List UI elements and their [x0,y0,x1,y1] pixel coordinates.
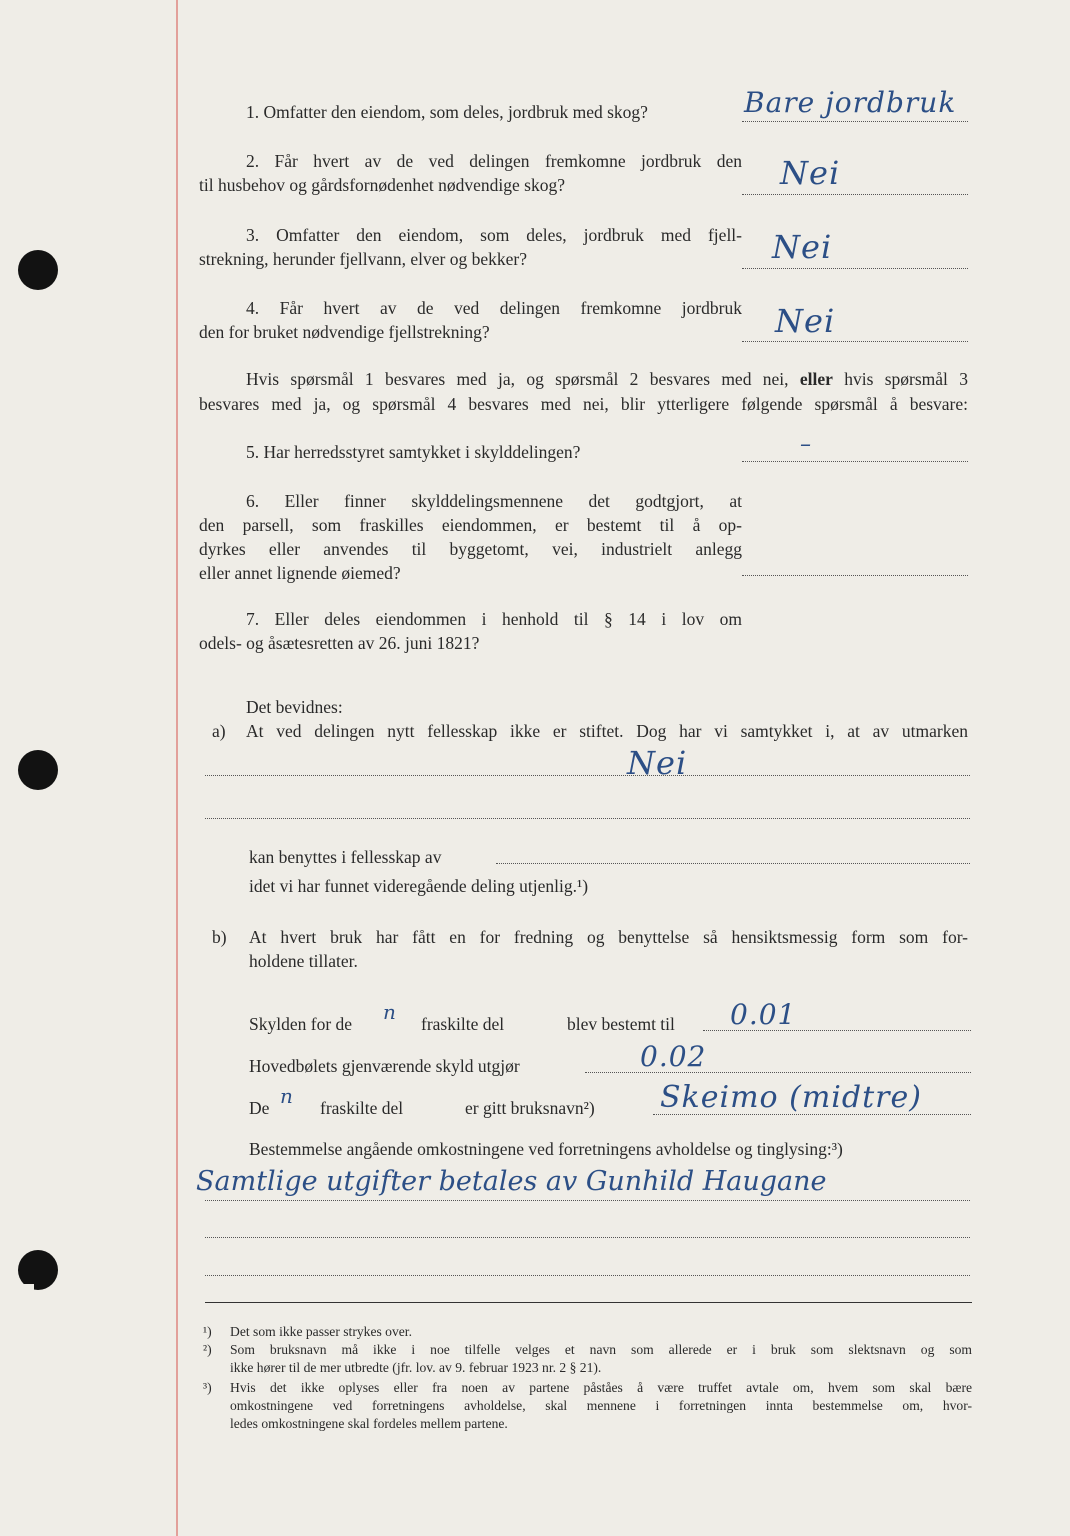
footnote-2-line2: ikke hører til de mer utbredte (jfr. lov. av 9. februar 1923 nr. 2 § 21). [230,1360,602,1375]
skyld-value-handwritten: 0.01 [730,998,797,1031]
answer-line [205,1237,970,1238]
footnote-2-line1: Som bruksnavn må ikke i noe tilfelle velges et navn som allerede er i bruk som slektsnavn og som [230,1342,972,1357]
answer-line [496,863,970,864]
question-6-line1: 6. Eller finner skylddelingsmennene det godtgjort, at [246,491,742,511]
answer-2-handwritten: Nei [780,154,841,192]
item-b-line2: holdene tillater. [249,951,358,971]
question-3-line1: 3. Omfatter den eiendom, som deles, jordbruk med fjell- [246,225,742,245]
footnote-1-mark: ¹) [203,1324,212,1339]
question-1: 1. Omfatter den eiendom, som deles, jordbruk med skog? [246,102,648,122]
answer-line [742,194,968,195]
bestemmelse-answer-handwritten: Samtlige utgifter betales av Gunhild Haugane [196,1166,827,1197]
hovedbol-label: Hovedbølets gjenværende skyld utgjør [249,1056,520,1076]
skyld-handwritten-suffix: n [383,1000,397,1024]
condition-line1: Hvis spørsmål 1 besvares med ja, og spørsmål 2 besvares med nei, eller hvis spørsmål 3 [246,369,968,389]
question-7-line1: 7. Eller deles eiendommen i henhold til § 14 i lov om [246,609,742,629]
punch-hole [18,1250,58,1290]
answer-line [205,818,970,819]
item-b-line1: At hvert bruk har fått en for fredning og benyttelse så hensiktsmessig form som for- [249,927,968,947]
skyld-label-c: blev bestemt til [567,1014,675,1034]
question-4-line1: 4. Får hvert av de ved delingen fremkomne jordbruk [246,298,742,318]
answer-1-handwritten: Bare jordbruk [744,86,957,119]
answer-line [205,775,970,776]
bruksnavn-handwritten-suffix: n [280,1084,294,1108]
footnote-2-mark: ²) [203,1342,212,1357]
footnote-divider [205,1302,972,1303]
question-6-line2: den parsell, som fraskilles eiendommen, er bestemt til å op- [199,515,742,535]
footnote-3-line2: omkostningene ved forretningens avholdelse, skal mennene i forretningen innta bestemmelse om, hvor- [230,1398,972,1413]
question-3-line2: strekning, herunder fjellvann, elver og bekker? [199,249,527,269]
question-6-line3: dyrkes eller anvendes til byggetomt, vei, industrielt anlegg [199,539,742,559]
footnote-3-line3: ledes omkostningene skal fordeles mellem partene. [230,1416,508,1431]
bevidnes-heading: Det bevidnes: [246,697,343,717]
bruksnavn-label-c: er gitt bruksnavn²) [465,1098,595,1118]
question-6-line4: eller annet lignende øiemed? [199,563,401,583]
question-2-line2: til husbehov og gårdsfornødenhet nødvendige skog? [199,175,565,195]
bruksnavn-value-handwritten: Skeimo (midtre) [660,1080,922,1115]
skyld-label-a: Skylden for de [249,1014,353,1034]
punch-hole [18,750,58,790]
footnote-3-line1: Hvis det ikke oplyses eller fra noen av partene påståes å være truffet avtale om, hvem som skal bære [230,1380,972,1395]
answer-3-handwritten: Nei [772,228,833,266]
margin-line [176,0,178,1536]
footnote-1: Det som ikke passer strykes over. [230,1324,412,1339]
footnote-3-mark: ³) [203,1380,212,1395]
answer-line [742,461,968,462]
question-7-line2: odels- og åsætesretten av 26. juni 1821? [199,633,480,653]
answer-line [205,1200,970,1201]
punch-hole [18,250,58,290]
question-5: 5. Har herredsstyret samtykket i skylddelingen? [246,442,581,462]
answer-line [205,1275,970,1276]
bruksnavn-label-b: fraskilte del [320,1098,404,1118]
answer-line [742,575,968,576]
answer-4-handwritten: Nei [775,302,836,340]
bestemmelse-label: Bestemmelse angående omkostningene ved forretningens avholdelse og tinglysing:³) [249,1139,843,1159]
skyld-label-b: fraskilte del [421,1014,505,1034]
answer-line [742,341,968,342]
item-a-label: a) [212,721,226,741]
answer-line [742,121,968,122]
fellesskap-label: kan benyttes i fellesskap av [249,847,442,867]
question-4-line2: den for bruket nødvendige fjellstrekning? [199,322,490,342]
condition-line2: besvares med ja, og spørsmål 4 besvares med nei, blir ytterligere følgende spørsmål å besvare: [199,394,968,414]
item-b-label: b) [212,927,227,947]
answer-a-handwritten: Nei [627,744,688,782]
question-2-line1: 2. Får hvert av de ved delingen fremkomne jordbruk den [246,151,742,171]
answer-line [742,268,968,269]
bruksnavn-label-a: De [249,1098,270,1118]
answer-5-handwritten: – [800,432,812,457]
hovedbol-value-handwritten: 0.02 [640,1040,707,1073]
utjenlig-line: idet vi har funnet videregående deling utjenlig.¹) [249,876,589,896]
item-a-text: At ved delingen nytt fellesskap ikke er stiftet. Dog har vi samtykket i, at av utmarken [246,721,968,741]
